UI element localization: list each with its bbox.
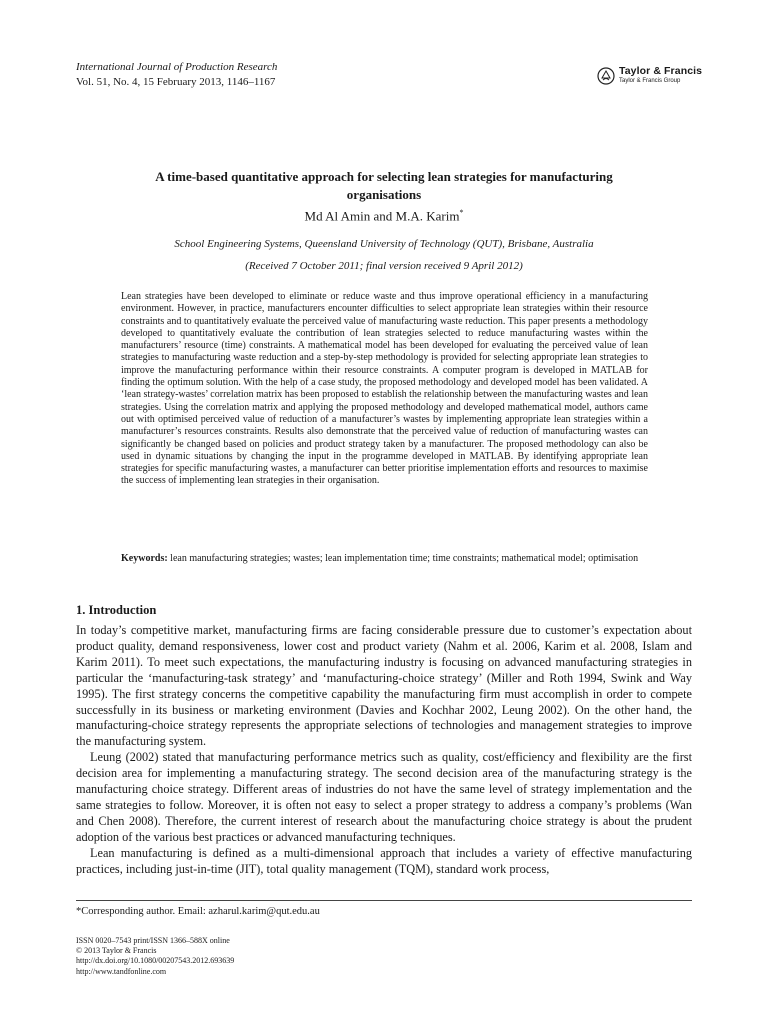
journal-name: International Journal of Production Research — [76, 61, 278, 73]
corresponding-author-footnote: *Corresponding author. Email: azharul.karim@qut.edu.au — [76, 906, 320, 917]
publisher-group: Taylor & Francis Group — [619, 78, 681, 84]
publisher-emblem-icon — [597, 67, 615, 85]
article-title: A time-based quantitative approach for selecting lean strategies for manufacturing organisations — [155, 169, 613, 202]
paragraph: Lean manufacturing is defined as a multi-dimensional approach that includes a variety of effective manufacturing practices, including just-in-time (JIT), total quality management (TQM), standard work process, — [76, 845, 692, 876]
affiliation: School Engineering Systems, Queensland University of Technology (QUT), Brisbane, Australia — [174, 238, 594, 250]
author-names: Md Al Amin and M.A. Karim — [304, 208, 460, 224]
footnote-rule — [76, 900, 692, 901]
doi-link[interactable]: http://dx.doi.org/10.1080/00207543.2012.693639 — [76, 956, 235, 966]
publisher-name: Taylor & Francis — [619, 65, 703, 77]
volume-line: Vol. 51, No. 4, 15 February 2013, 1146–1167 — [76, 76, 276, 88]
received-dates: (Received 7 October 2011; final version received 9 April 2012) — [245, 260, 523, 272]
issn-line: ISSN 0020–7543 print/ISSN 1366–588X online — [76, 936, 230, 945]
website-link[interactable]: http://www.tandfonline.com — [76, 966, 167, 976]
keywords-label: Keywords: — [121, 553, 168, 564]
corresponding-author-mark: * — [459, 208, 464, 217]
authors-line — [120, 208, 648, 224]
keywords — [121, 553, 648, 565]
section-heading: 1. Introduction — [76, 603, 157, 617]
publisher-logo — [597, 66, 702, 86]
publication-info — [76, 936, 234, 977]
body-text — [76, 623, 692, 878]
copyright-line: © 2013 Taylor & Francis — [76, 946, 157, 956]
keywords-list: lean manufacturing strategies; wastes; lean implementation time; time constraints; mathematical model; optimisation — [170, 553, 639, 564]
abstract: Lean strategies have been developed to eliminate or reduce waste and thus improve operational efficiency in a manufacturing environment. However, in practice, manufacturers encounter difficulties to select appropriate lean strategies within their resource constraints and to quantitatively evaluate the perceived value of manufacturing waste reduction. This paper presents a methodology developed to quantitatively evaluate the contribution of lean strategies selected to reduce manufacturing wastes within the manufacturers’ resource (time) constraints. A mathematical model has been developed for evaluating the perceived value of lean strategies to manufacturing waste reduction and a step-by-step methodology is provided for selecting appropriate lean strategies to improve the manufacturing performance within their resource constraints. A computer program is developed in MATLAB for finding the optimum solution. With the help of a case study, the proposed methodology and developed model has been validated. A ‘lean strategy-wastes’ correlation matrix has been proposed to establish the relationship between the manufacturing wastes and lean strategies. Using the correlation matrix and applying the proposed methodology and developed mathematical model, authors came out with optimised perceived value of reduction of a manufacturer’s wastes by implementing appropriate lean strategies within a manufacturer’s resources constraints. Results also demonstrate that the perceived value of reduction of manufacturing wastes can significantly be changed based on policies and product strategy taken by a manufacturer. The proposed methodology can also be used in dynamic situations by changing the input in the programme developed in MATLAB. By identifying appropriate lean strategies for specific manufacturing wastes, a manufacturer can better prioritise implementation efforts and resources to maximise the success of implementing lean strategies in their organisation. — [121, 291, 648, 487]
paragraph: Leung (2002) stated that manufacturing performance metrics such as quality, cost/efficiency and flexibility are the first decision area for implementing a manufacturing strategy. The second decision area of the manufacturing strategy is the manufacturing choice strategy. Different areas of industries do not have the same level of strategy implementation and the same strategies to follow. Moreover, it is often not easy to select a proper strategy to address a company’s problems (Wan and Chen 2008). Therefore, the current interest of research about the manufacturing choice strategy is about the prudent adoption of the various best practices or advanced manufacturing techniques. — [76, 750, 692, 844]
journal-header — [76, 60, 277, 90]
paragraph: In today’s competitive market, manufacturing firms are facing considerable pressure due to customer’s expectation about product quality, demand responsiveness, lower cost and product variety (Nahm et al. 2006, Karim et al. 2008, Islam and Karim 2011). To meet such expectations, the manufacturing industry is focusing on advanced manufacturing strategies in particular the ‘manufacturing-task strategy’ and ‘manufacturing-choice strategy’ (Miller and Roth 1994, Swink and Way 1995). The first strategy concerns the competitive capability the manufacturing firm must accomplish in order to compete successfully in its business or marketing environment (Davies and Kochhar 2002, Leung 2002). On the other hand, the manufacturing-choice strategy represents the appropriate selections of technologies and management strategies to improve the manufacturing system. — [76, 623, 692, 749]
